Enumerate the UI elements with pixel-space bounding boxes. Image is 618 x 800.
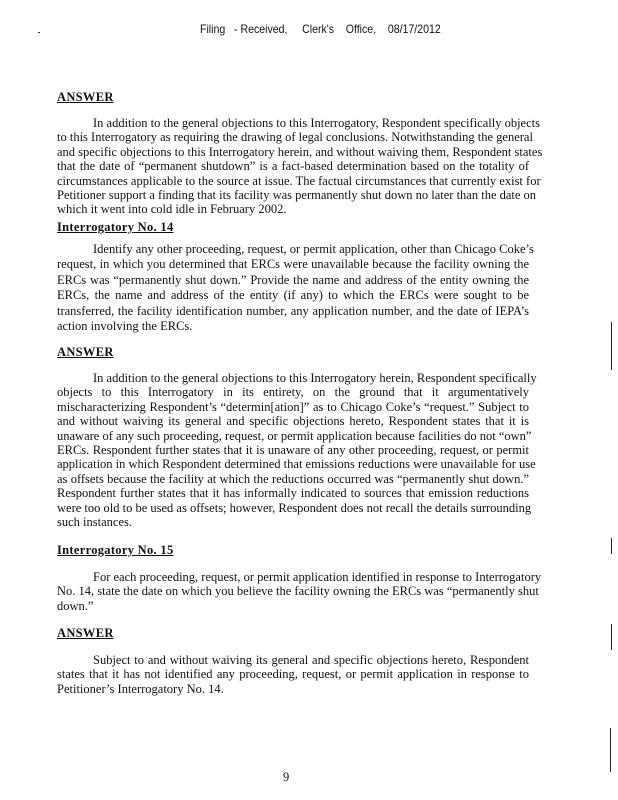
- interrogatory-heading: Interrogatory No. 14: [57, 220, 174, 234]
- text-line: request, in which you determined that ERCs were unavailable because the facility owning the: [57, 257, 529, 272]
- text-line: and specific objections to this Interrogatory herein, and without waiving them, Respondent states: [57, 144, 543, 159]
- margin-mark: [611, 624, 612, 650]
- text-line: which it went into cold idle in February 2002.: [57, 202, 287, 217]
- margin-mark: [610, 728, 611, 772]
- text-line: to this Interrogatory as requiring the drawing of legal conclusions. Notwithstanding the general: [57, 130, 533, 145]
- text-line: In addition to the general objections to this Interrogatory, Respondent specifically objects: [93, 116, 540, 130]
- text-line: were too old to be used as offsets; however, Respondent does not recall the details surrounding: [57, 500, 532, 515]
- text-line: states that it has not identified any proceeding, request, or permit application in response to: [57, 667, 529, 682]
- paragraph: [57, 570, 542, 613]
- text-line: that the date of “permanent shutdown” is a fact-based determination based on the totality of: [57, 159, 529, 174]
- paragraph: [57, 371, 537, 529]
- text-line: Petitioner support a finding that its facility was permanently shut down no later than the date on: [57, 187, 537, 202]
- text-line: as offsets because the facility at which the reductions occurred was “permanently shut down.”: [57, 471, 529, 486]
- text-line: In addition to the general objections to this Interrogatory herein, Respondent specifically: [93, 371, 537, 385]
- text-line: mischaracterizing Respondent’s “determin[ation]” as to Chicago Coke’s “request.” Subject to: [57, 399, 529, 414]
- text-line: ERCs. Respondent further states that it is unaware of any other proceeding, request, or permit: [57, 442, 529, 457]
- text-line: and without waiving its general and specific objections hereto, Respondent states that it is: [57, 414, 529, 429]
- text-line: Identify any other proceeding, request, or permit application, other than Chicago Coke’s: [93, 242, 534, 256]
- paragraph: [57, 653, 529, 696]
- answer-heading: ANSWER: [57, 345, 114, 359]
- text-line: No. 14, state the date on which you believe the facility owning the ERCs was “permanently shut: [57, 584, 539, 599]
- text-line: ERCs, the name and address of the entity (if any) to which the ERCs were sought to be: [57, 288, 529, 303]
- margin-mark: [611, 322, 612, 370]
- interrogatory-heading: Interrogatory No. 15: [57, 543, 174, 557]
- text-line: such instances.: [57, 514, 132, 529]
- text-line: down.”: [57, 598, 94, 613]
- text-line: ERCs was “permanently shut down.” Provide the name and address of the entity owning the: [57, 272, 529, 287]
- filing-stamp: Filing - Received, Clerk's Office, 08/17/2012: [200, 22, 441, 36]
- text-line: For each proceeding, request, or permit application identified in response to Interrogatory: [93, 570, 542, 584]
- text-line: circumstances applicable to the source at issue. The factual circumstances that currently exist for: [57, 173, 541, 188]
- text-line: application in which Respondent determined that emissions reductions were unavailable for use: [57, 457, 536, 472]
- margin-mark: [611, 538, 612, 554]
- text-line: Petitioner’s Interrogatory No. 14.: [57, 681, 224, 696]
- scan-speck: [38, 32, 40, 33]
- page-number: 9: [283, 770, 290, 784]
- text-line: action involving the ERCs.: [57, 318, 193, 333]
- answer-heading: ANSWER: [57, 90, 114, 104]
- answer-heading: ANSWER: [57, 626, 114, 640]
- text-line: Respondent further states that it has informally indicated to sources that emission reductions: [57, 486, 529, 501]
- paragraph: [57, 242, 534, 334]
- text-line: Subject to and without waiving its general and specific objections hereto, Respondent: [93, 653, 529, 667]
- paragraph: [57, 116, 543, 217]
- text-line: transferred, the facility identification number, any application number, and the date of IEPA’s: [57, 303, 529, 318]
- text-line: objects to this Interrogatory in its entirety, on the ground that it argumentatively: [57, 385, 529, 400]
- text-line: unaware of any such proceeding, request, or permit application because facilities do not “own”: [57, 428, 532, 443]
